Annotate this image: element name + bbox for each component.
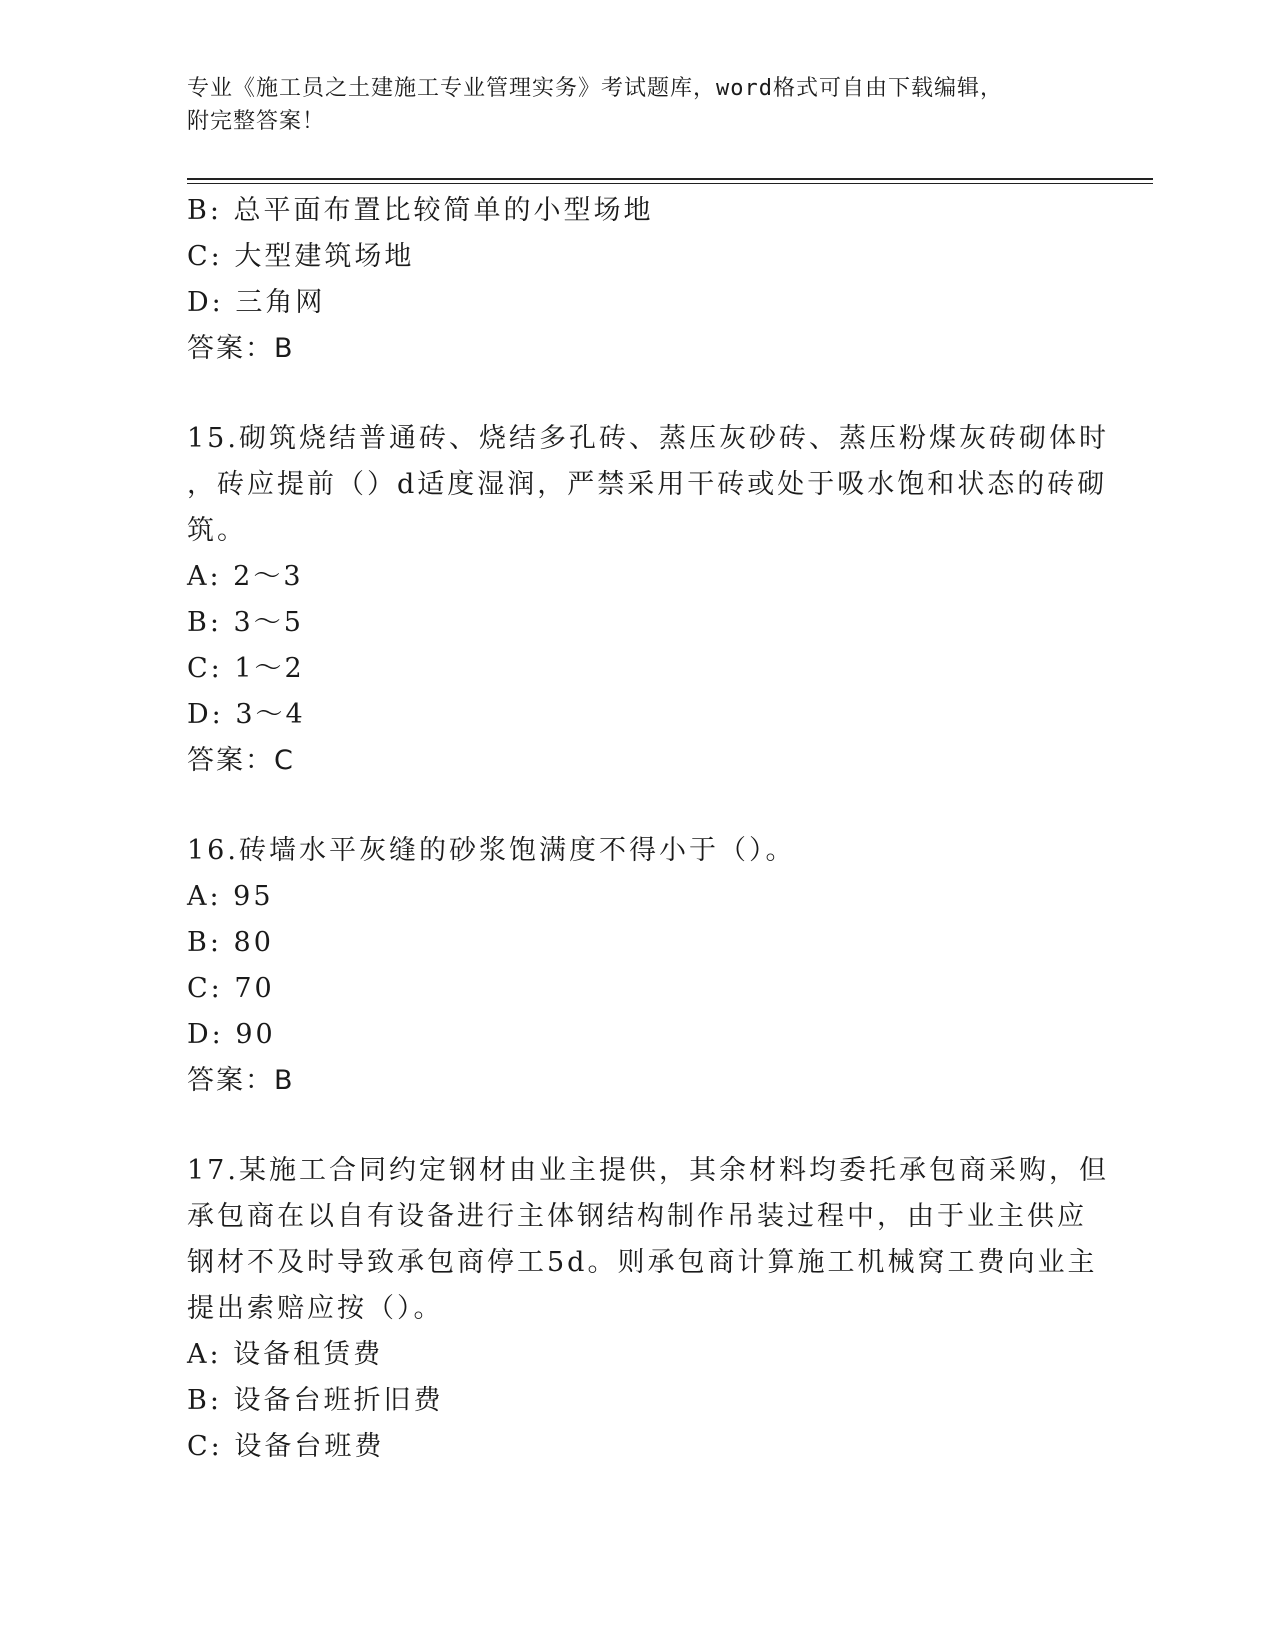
answer: 答案：B bbox=[187, 333, 295, 364]
option-d: D: 三角网 bbox=[187, 287, 326, 318]
option-d: D: 90 bbox=[187, 1019, 276, 1050]
question-14-tail bbox=[187, 188, 1107, 372]
question-text: 钢材不及时导致承包商停工5d。则承包商计算施工机械窝工费向业主 bbox=[187, 1247, 1098, 1278]
option-a: A: 95 bbox=[187, 881, 274, 912]
header-divider-thin bbox=[187, 183, 1153, 184]
option-c: C: 大型建筑场地 bbox=[187, 241, 415, 272]
option-c: C: 设备台班费 bbox=[187, 1431, 385, 1462]
header-divider-thick bbox=[187, 178, 1153, 180]
question-text: 承包商在以自有设备进行主体钢结构制作吊装过程中，由于业主供应 bbox=[187, 1201, 1087, 1232]
document-header bbox=[187, 72, 1067, 138]
question-content bbox=[187, 188, 1107, 1470]
question-text: 筑。 bbox=[187, 515, 247, 546]
option-a: A: 2～3 bbox=[187, 561, 304, 592]
question-text: 17.某施工合同约定钢材由业主提供，其余材料均委托承包商采购，但 bbox=[187, 1155, 1109, 1186]
option-c: C: 70 bbox=[187, 973, 275, 1004]
answer: 答案：B bbox=[187, 1065, 295, 1096]
option-b: B: 设备台班折旧费 bbox=[187, 1385, 444, 1416]
question-text: 提出索赔应按（）。 bbox=[187, 1293, 444, 1324]
question-text: ，砖应提前（）d适度湿润，严禁采用干砖或处于吸水饱和状态的砖砌 bbox=[187, 469, 1108, 500]
question-text: 15.砌筑烧结普通砖、烧结多孔砖、蒸压灰砂砖、蒸压粉煤灰砖砌体时 bbox=[187, 423, 1109, 454]
option-a: A: 设备租赁费 bbox=[187, 1339, 384, 1370]
header-line-2: 附完整答案！ bbox=[187, 109, 326, 134]
question-15 bbox=[187, 416, 1107, 784]
question-16 bbox=[187, 828, 1107, 1104]
option-d: D: 3～4 bbox=[187, 699, 306, 730]
question-17 bbox=[187, 1148, 1107, 1470]
option-b: B: 3～5 bbox=[187, 607, 304, 638]
answer: 答案：C bbox=[187, 745, 295, 776]
option-b: B: 80 bbox=[187, 927, 274, 958]
question-text: 16.砖墙水平灰缝的砂浆饱满度不得小于（）。 bbox=[187, 835, 796, 866]
header-line-1: 专业《施工员之土建施工专业管理实务》考试题库，word格式可自由下载编辑， bbox=[187, 76, 1003, 101]
option-b: B: 总平面布置比较简单的小型场地 bbox=[187, 195, 654, 226]
option-c: C: 1～2 bbox=[187, 653, 305, 684]
